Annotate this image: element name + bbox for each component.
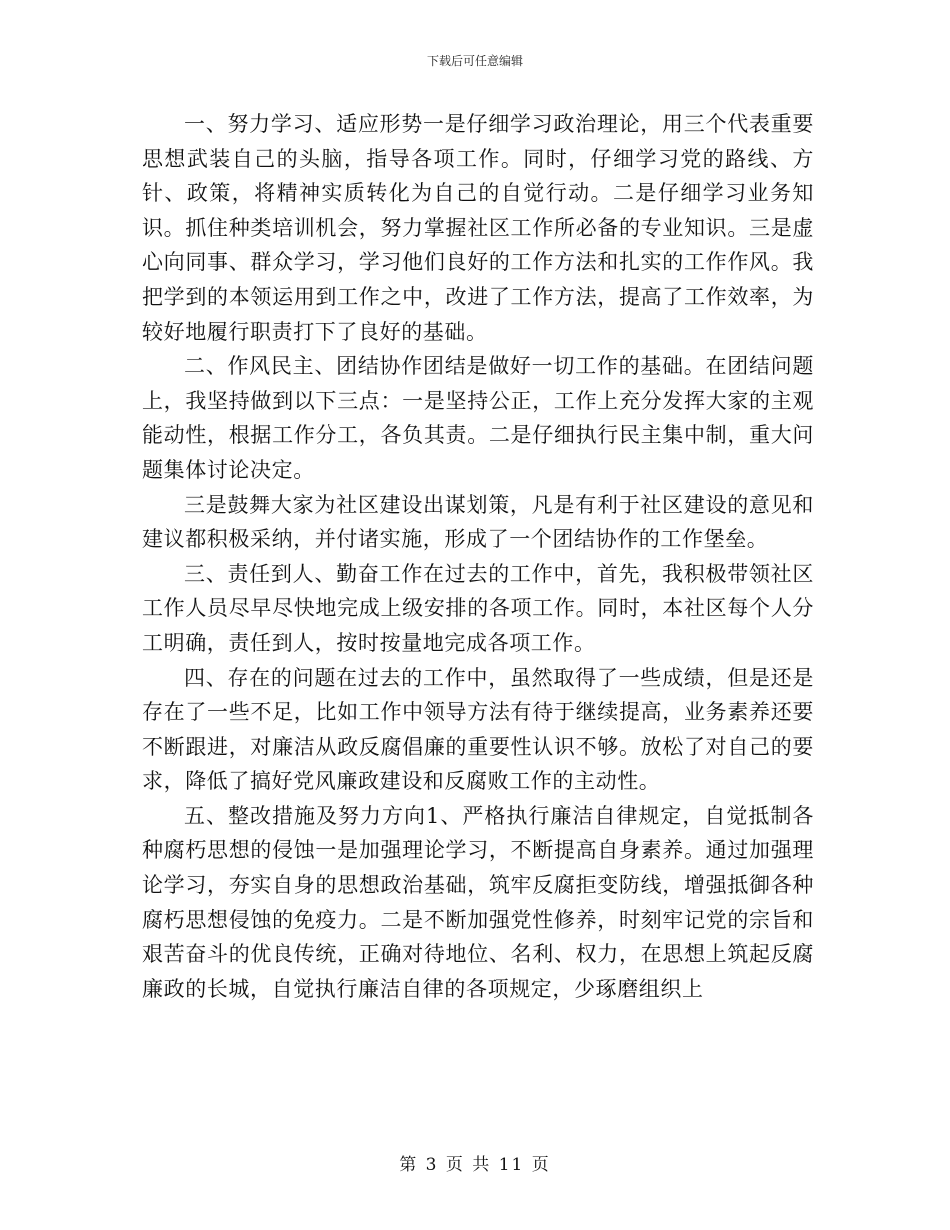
paragraph-3: 三是鼓舞大家为社区建设出谋划策，凡是有利于社区建设的意见和建议都积极采纳，并付诸实施，形成了一个团结协作的工作堡垒。	[142, 492, 814, 552]
current-page-number: 3	[425, 1155, 439, 1175]
footer-prefix: 第	[399, 1155, 419, 1175]
paragraph-5: 四、存在的问题在过去的工作中，虽然取得了一些成绩，但是还是存在了一些不足，比如工作中领导方法有待于继续提高，业务素养还要不断跟进，对廉洁从政反腐倡廉的重要性认识不够。放松了对自己的要求，降低了搞好党风廉政建设和反腐败工作的主动性。	[142, 665, 814, 794]
total-page-count: 11	[498, 1155, 525, 1175]
page-header: 下载后可任意编辑	[426, 54, 523, 68]
paragraph-4: 三、责任到人、勤奋工作在过去的工作中，首先，我积极带领社区工作人员尽早尽快地完成上级安排的各项工作。同时，本社区每个人分工明确，责任到人，按时按量地完成各项工作。	[142, 561, 814, 655]
footer-suffix: 页	[531, 1155, 551, 1175]
footer-middle: 页 共	[445, 1155, 492, 1175]
page-footer	[0, 1154, 950, 1176]
paragraph-2: 二、作风民主、团结协作团结是做好一切工作的基础。在团结问题上，我坚持做到以下三点：一是坚持公正，工作上充分发挥大家的主观能动性，根据工作分工，各负其责。二是仔细执行民主集中制，重大问题集体讨论决定。	[142, 354, 814, 482]
paragraph-6: 五、整改措施及努力方向1、严格执行廉洁自律规定，自觉抵制各种腐朽思想的侵蚀一是加强理论学习，不断提高自身素养。通过加强理论学习，夯实自身的思想政治基础，筑牢反腐拒变防线，增强抵御各种腐朽思想侵蚀的免疫力。二是不断加强党性修养，时刻牢记党的宗旨和艰苦奋斗的优良传统，正确对待地位、名利、权力，在思想上筑起反腐廉政的长城，自觉执行廉洁自律的各项规定，少琢磨组织上	[142, 803, 814, 1001]
paragraph-1: 一、努力学习、适应形势一是仔细学习政治理论，用三个代表重要思想武装自己的头脑，指导各项工作。同时，仔细学习党的路线、方针、政策，将精神实质转化为自己的自觉行动。二是仔细学习业务知识。抓住种类培训机会，努力掌握社区工作所必备的专业知识。三是虚心向同事、群众学习，学习他们良好的工作方法和扎实的工作作风。我把学到的本领运用到工作之中，改进了工作方法，提高了工作效率，为较好地履行职责打下了良好的基础。	[142, 112, 814, 344]
document-body	[142, 107, 814, 1006]
